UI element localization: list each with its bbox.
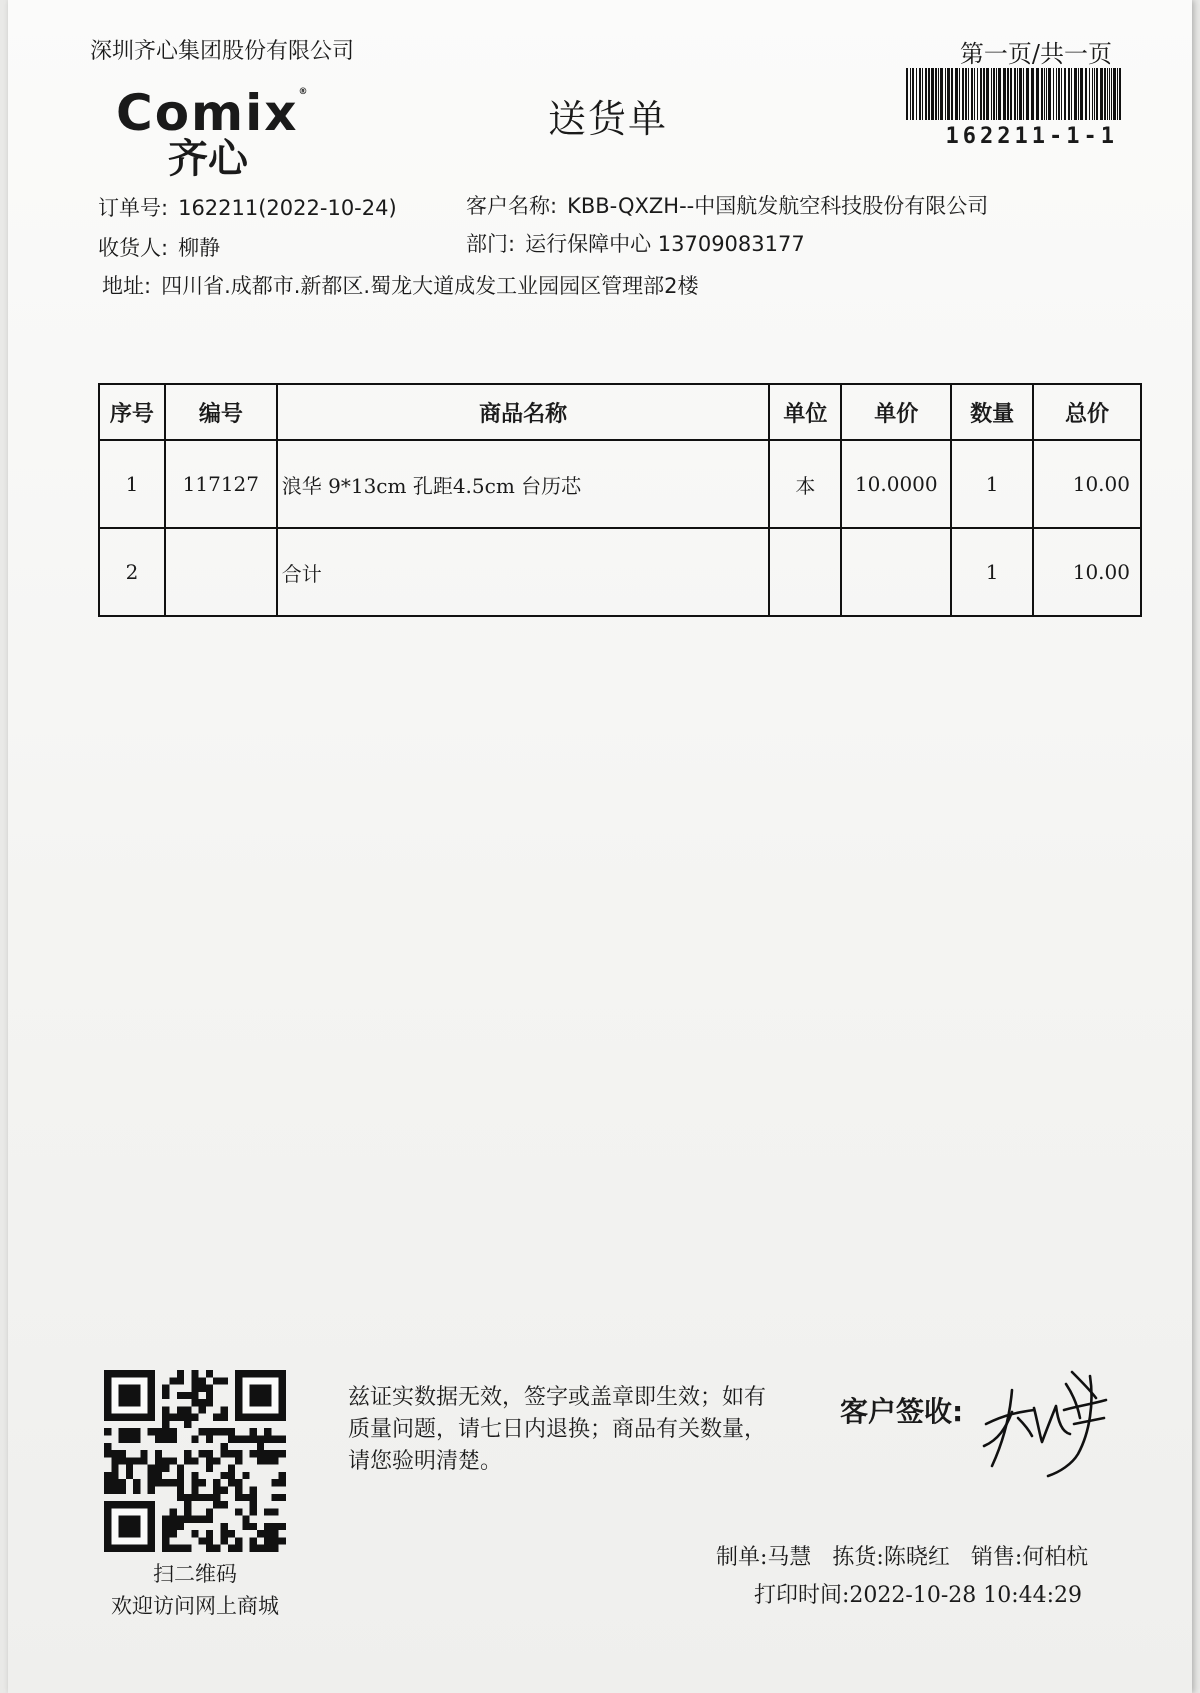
customer-signature-label: 客户签收: [840,1395,964,1428]
table-row [99,440,1141,528]
maker: 制单:马慧 [716,1545,812,1570]
qr-code[interactable] [104,1370,286,1552]
order-number [98,192,397,222]
department-value: 运行保障中心 13709083177 [525,232,805,256]
cell-unit: 本 [769,440,841,528]
cell-total: 10.00 [1033,528,1141,616]
order-number-label: 订单号: [98,196,169,220]
cell-total: 10.00 [1033,440,1141,528]
table-row-summary [99,528,1141,616]
cell-quantity: 1 [951,528,1033,616]
cell-quantity: 1 [951,440,1033,528]
picker: 拣货:陈晓红 [832,1545,950,1570]
cell-code [165,528,277,616]
table-header-row [99,384,1141,440]
header-total: 总价 [1033,384,1141,440]
customer-name [466,190,988,220]
cell-unit-price: 10.0000 [841,440,951,528]
address-label: 地址: [102,274,152,298]
document-title: 送货单 [548,97,669,141]
barcode [906,68,1122,120]
page-indicator: 第一页/共一页 [959,40,1112,68]
notice-text: 兹证实数据无效，签字或盖章即生效；如有质量问题，请七日内退换；商品有关数量，请您验明清楚。 [348,1385,767,1474]
header-unit-price: 单价 [841,384,951,440]
cell-product-name: 浪华 9*13cm 孔距4.5cm 台历芯 [277,440,770,528]
header-unit: 单位 [769,384,841,440]
logo-wordmark: Comix [116,84,299,142]
items-table [98,383,1142,617]
barcode-number: 162211-1-1 [945,124,1118,149]
sales: 销售:何柏杭 [970,1545,1089,1570]
staff-line [716,1540,1088,1571]
qr-caption-line-1: 扫二维码 [153,1562,237,1586]
order-number-value: 162211(2022-10-24) [178,196,397,220]
receiver [98,232,220,262]
department-label: 部门: [466,232,516,256]
delivery-note-paper [8,0,1192,1693]
address-value: 四川省.成都市.新都区.蜀龙大道成发工业园园区管理部2楼 [161,274,699,298]
print-time: 打印时间:2022-10-28 10:44:29 [754,1583,1083,1608]
comix-logo: Comix® 齐心 [116,88,346,188]
qr-caption [90,1558,300,1622]
header-quantity: 数量 [951,384,1033,440]
department [466,228,805,258]
customer-label: 客户名称: [466,194,558,218]
cell-seq: 2 [99,528,165,616]
address [102,270,698,300]
cell-product-name: 合计 [277,528,770,616]
cell-unit [769,528,841,616]
receiver-label: 收货人: [98,236,169,260]
cell-seq: 1 [99,440,165,528]
cell-code: 117127 [165,440,277,528]
header-seq: 序号 [99,384,165,440]
header-code: 编号 [165,384,277,440]
handwritten-signature [978,1362,1118,1482]
logo-chinese: 齐心 [168,136,248,182]
customer-value: KBB-QXZH--中国航发航空科技股份有限公司 [567,194,989,218]
cell-unit-price [841,528,951,616]
company-name: 深圳齐心集团股份有限公司 [90,39,355,64]
header-product-name: 商品名称 [277,384,770,440]
receiver-value: 柳静 [178,236,221,260]
qr-caption-line-2: 欢迎访问网上商城 [111,1594,279,1618]
